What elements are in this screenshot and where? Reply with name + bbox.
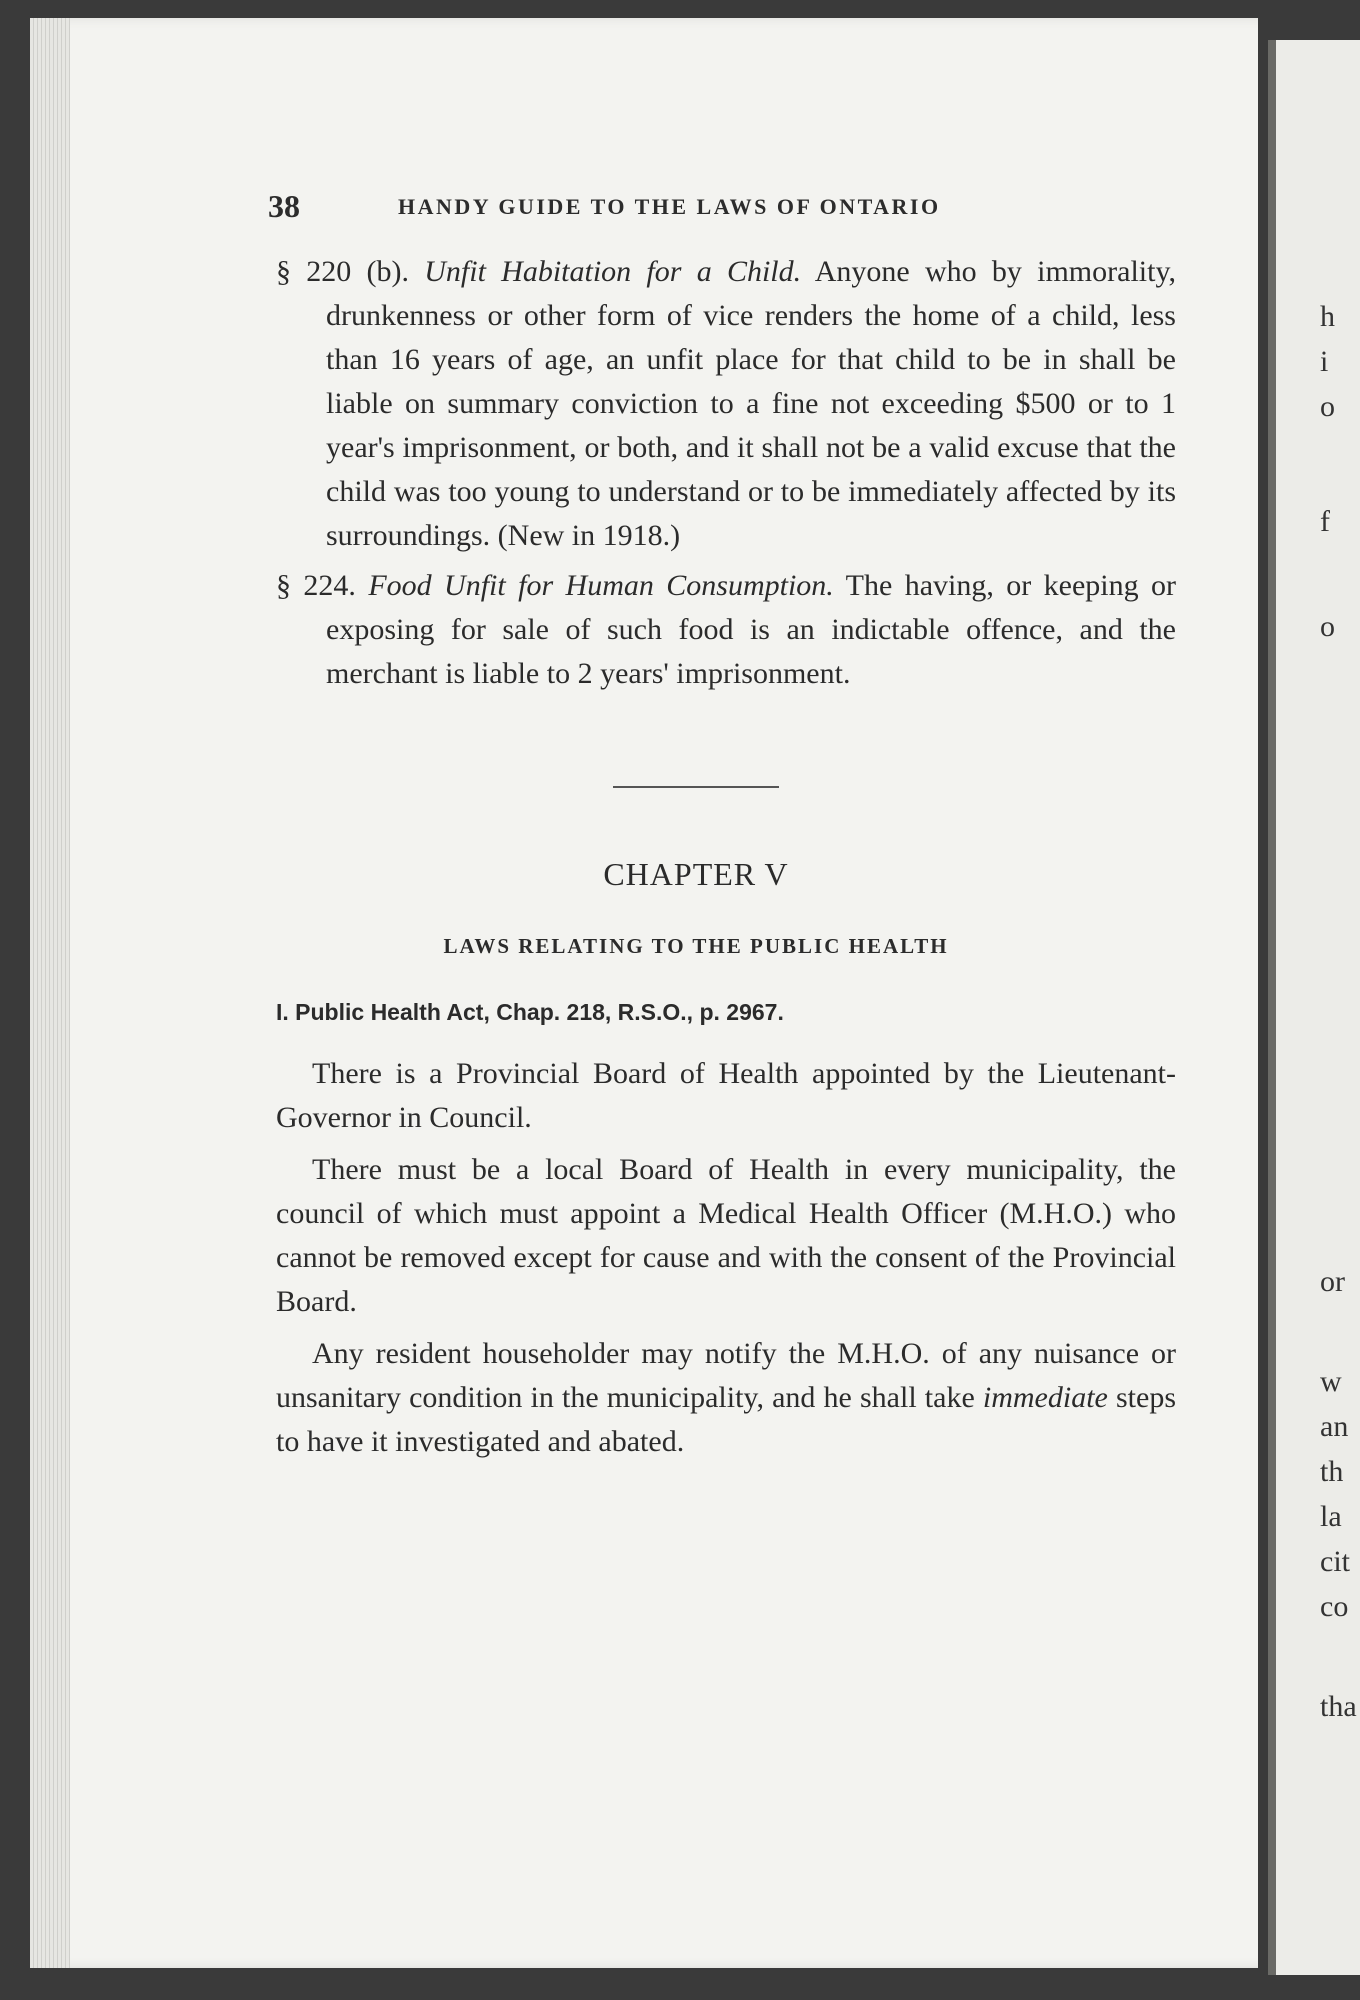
facing-page-fragment: h <box>1320 300 1335 333</box>
chapter-subtitle: LAWS RELATING TO THE PUBLIC HEALTH <box>443 934 949 958</box>
facing-page-fragment: an <box>1320 1410 1349 1443</box>
section-heading: Food Unfit for Human Consumption. <box>368 569 834 602</box>
act-heading: I. Public Health Act, Chap. 218, R.S.O., p. 2967. <box>276 999 784 1025</box>
paragraph-text: Any resident householder may notify the M.H.O. of any nuisance or unsanitary condition in the municipality, and he shall take <box>276 1337 1176 1414</box>
facing-page-fragment: or <box>1320 1265 1345 1298</box>
paragraph <box>276 1332 1176 1464</box>
section-220b <box>276 250 1176 558</box>
paragraph: There must be a local Board of Health in every municipality, the council of which must appoint a Medical Health Officer (M.H.O.) who cannot be removed except for cause and with the consent of the Provincial Board. <box>276 1153 1176 1318</box>
facing-page-fragment: la <box>1320 1500 1342 1533</box>
section-divider <box>613 786 779 788</box>
facing-page-fragment: o <box>1320 390 1335 423</box>
section-ref: § 220 (b). <box>276 255 409 288</box>
facing-page-fragment: o <box>1320 610 1335 643</box>
section-body: The having, or keeping or exposing for sale of such food is an indictable offence, and the merchant is liable to 2 years' imprisonment. <box>326 569 1177 690</box>
paragraph-text: steps to have it investigated and abated. <box>276 1381 1176 1458</box>
facing-page-fragment: f <box>1320 505 1330 538</box>
page-body <box>276 250 1176 1472</box>
page-number: 38 <box>268 188 300 224</box>
running-title: HANDY GUIDE TO THE LAWS OF ONTARIO <box>398 194 941 219</box>
paragraph: There is a Provincial Board of Health appointed by the Lieutenant-Governor in Council. <box>276 1057 1176 1134</box>
facing-page-fragment: th <box>1320 1455 1344 1488</box>
page-edges <box>30 18 70 1968</box>
section-body: Anyone who by immorality, drunkenness or other form of vice renders the home of a child, less than 16 years of age, an unfit place for that child to be in shall be liable on summary conviction to a fine not exceeding $500 or to 1 year's imprisonment, or both, and it shall not be a valid excuse that the child was too young to understand or to be immediately affected by its surroundings. (New in 1918.) <box>326 255 1177 552</box>
emphasis-text: immediate <box>982 1381 1108 1414</box>
facing-page-fragment: co <box>1320 1590 1349 1623</box>
facing-page-fragment: tha <box>1320 1690 1357 1723</box>
facing-page-fragment: i <box>1320 345 1329 378</box>
facing-page <box>1268 40 1360 1975</box>
section-heading: Unfit Habitation for a Child. <box>424 255 802 288</box>
section-ref: § 224. <box>276 569 356 602</box>
facing-page-fragment: w <box>1320 1365 1342 1398</box>
page-header <box>268 188 1058 228</box>
chapter-title: CHAPTER V <box>603 856 789 892</box>
section-224 <box>276 564 1176 696</box>
facing-page-fragment: cit <box>1320 1545 1350 1578</box>
